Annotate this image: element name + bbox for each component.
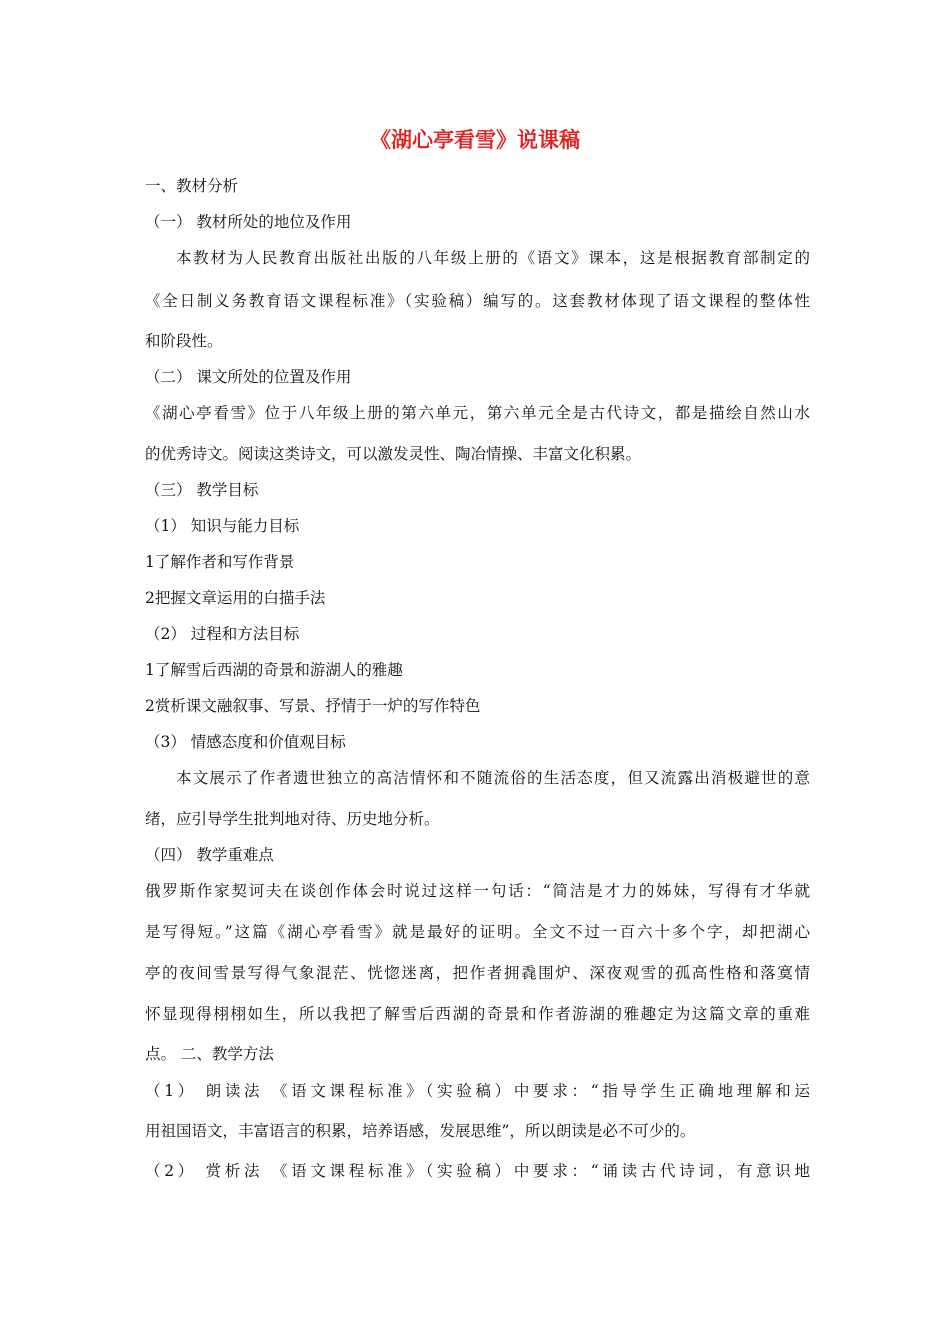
paragraph-line: 和阶段性。 [145, 332, 223, 350]
paragraph-line: 《全日制义务教育语文课程标准》（实验稿）编写的。这套教材体现了语文课程的整体性 [145, 292, 810, 310]
paragraph-line: 怀显现得栩栩如生，所以我把了解雪后西湖的奇景和作者游湖的雅趣定为这篇文章的重难 [145, 1005, 810, 1023]
paragraph-line: 亭的夜间雪景写得气象混茫、恍惚迷离，把作者拥毳围炉、深夜观雪的孤高性格和落寞情 [145, 964, 810, 982]
paragraph-line: 俄罗斯作家契诃夫在谈创作体会时说过这样一句话：“简洁是才力的姊妹，写得有才华就 [145, 882, 810, 900]
document-title: 《湖心亭看雪》说课稿 [370, 128, 580, 152]
list-item: 2赏析课文融叙事、写景、抒情于一炉的写作特色 [145, 697, 481, 715]
list-heading: （2） 过程和方法目标 [145, 625, 300, 643]
paragraph-line: （2） 赏析法 《语文课程标准》（实验稿）中要求：“诵读古代诗词，有意识地 [145, 1162, 810, 1180]
paragraph-line: （1） 朗读法 《语文课程标准》（实验稿）中要求：“指导学生正确地理解和运 [145, 1082, 810, 1100]
paragraph-line: 《湖心亭看雪》位于八年级上册的第六单元，第六单元全是古代诗文，都是描绘自然山水 [145, 404, 810, 422]
paragraph-line: 本文展示了作者遗世独立的高洁情怀和不随流俗的生活态度，但又流露出消极避世的意 [176, 769, 810, 787]
list-item: 1了解作者和写作背景 [145, 553, 295, 571]
list-heading: （1） 知识与能力目标 [145, 517, 300, 535]
paragraph-line: 是写得短。”这篇《湖心亭看雪》就是最好的证明。全文不过一百六十多个字，却把湖心 [145, 923, 810, 941]
list-item: 2把握文章运用的白描手法 [145, 589, 326, 607]
section-heading-textbook-analysis: 一、教材分析 [145, 177, 239, 195]
paragraph-line: 本教材为人民教育出版社出版的八年级上册的《语文》课本，这是根据教育部制定的 [176, 249, 810, 267]
subsection-heading: （三） 教学目标 [145, 481, 259, 499]
subsection-heading: （二） 课文所处的位置及作用 [145, 368, 352, 386]
subsection-heading: （四） 教学重难点 [145, 846, 274, 864]
list-heading: （3） 情感态度和价值观目标 [145, 733, 346, 751]
paragraph-line: 绪，应引导学生批判地对待、历史地分析。 [145, 810, 440, 828]
section-heading-teaching-methods: 点。 二、教学方法 [145, 1045, 274, 1063]
subsection-heading: （一） 教材所处的地位及作用 [145, 213, 352, 231]
paragraph-line: 的优秀诗文。阅读这类诗文，可以激发灵性、陶冶情操、丰富文化积累。 [145, 445, 642, 463]
list-item: 1了解雪后西湖的奇景和游湖人的雅趣 [145, 661, 403, 679]
paragraph-line: 用祖国语文，丰富语言的积累，培养语感，发展思维”，所以朗读是必不可少的。 [145, 1122, 696, 1140]
